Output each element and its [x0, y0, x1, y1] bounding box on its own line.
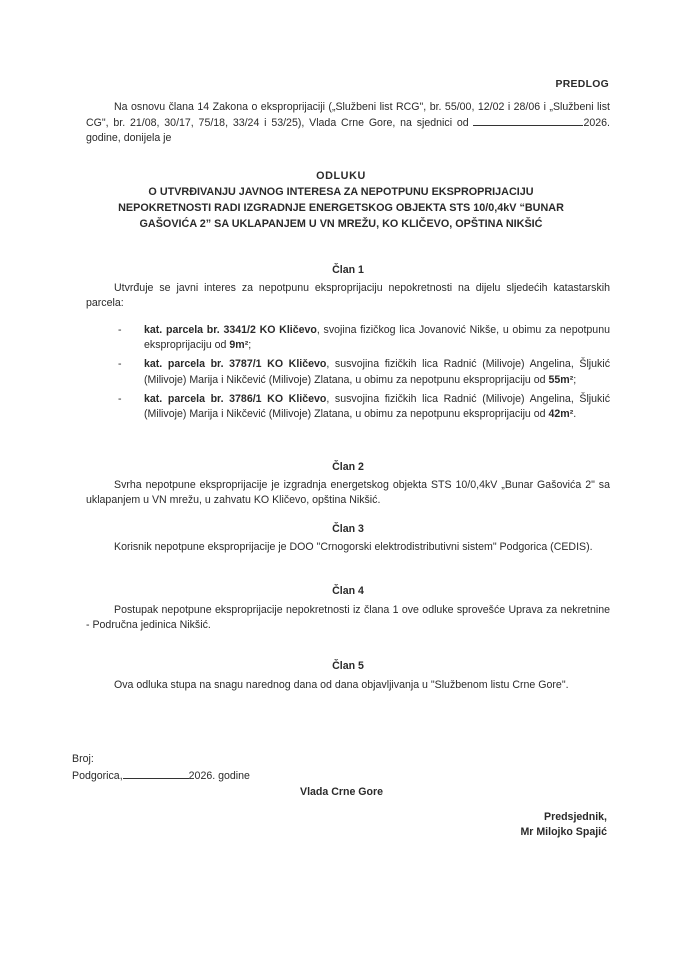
parcel-id: kat. parcela br. 3786/1 KO Kličevo: [144, 392, 327, 405]
parcel-area: 55m²: [548, 373, 574, 386]
parcel-desc: , susvojina fizičkih lica Radnić (Milivoje) Angelina, Šljukić (Milivoje) Marija i Nikčević (Milivoje) Zlatana, u obimu za nepotpunu eksproprijaciju od: [144, 392, 610, 421]
article-4-body: [86, 603, 610, 633]
president-title: Predsjednik,: [544, 811, 607, 823]
proposal-label: PREDLOG: [555, 79, 609, 90]
title-line-2: NEPOKRETNOSTI RADI IZGRADNJE ENERGETSKOG OBJEKTA STS 10/0,4kV “BUNAR: [118, 202, 564, 214]
broj-label: Broj:: [72, 753, 94, 765]
president-name: Mr Milojko Spajić: [520, 826, 607, 839]
article-5-text: Ova odluka stupa na snagu narednog dana od dana objavljivanja u "Službenom listu Crne Gore".: [114, 679, 569, 691]
preamble: [86, 100, 610, 147]
title-odluku: ODLUKU: [316, 170, 366, 182]
parcel-area: 9m²: [229, 339, 249, 352]
list-item: [118, 357, 610, 387]
date-blank: [473, 115, 583, 126]
article-1-heading: Član 1: [332, 264, 364, 276]
article-5-heading: Član 5: [332, 660, 364, 672]
place-label: Podgorica,: [72, 770, 123, 782]
place-date: [72, 768, 250, 784]
list-item: [118, 323, 610, 353]
list-dash: -: [118, 324, 122, 336]
parcel-end: ;: [248, 339, 252, 352]
parcel-desc: , svojina fizičkog lica Jovanović Nikše, u obimu za nepotpunu eksproprijaciju od: [144, 324, 610, 352]
parcel-area: 42m²: [548, 408, 574, 421]
parcel-id: kat. parcela br. 3787/1 KO Kličevo: [144, 358, 327, 371]
article-1-intro: [86, 281, 610, 311]
article-2-text: Svrha nepotpune eksproprijacije je izgradnja energetskog objekta STS 10/0,4kV „Bunar Gašovića 2" sa uklapanjem u VN mrežu, u zahvatu KO Kličevo, opština Nikšić.: [86, 479, 610, 507]
article-2-body: [86, 478, 610, 508]
article-3-heading: Član 3: [332, 523, 364, 535]
preamble-text: Na osnovu člana 14 Zakona o eksproprijaciji („Službeni list RCG", br. 55/00, 12/02 i 28/06 i „Službeni list CG", br. 21/08, 30/17, 75/18, 33/24 i 53/25), Vlada Crne Gore, na sjednici od: [86, 101, 610, 130]
parcel-id: kat. parcela br. 3341/2 KO Kličevo: [144, 324, 317, 336]
title-line-3: GAŠOVIĆA 2” SA UKLAPANJEM U VN MREŽU, KO KLIČEVO, OPŠTINA NIKŠIĆ: [139, 218, 543, 230]
reference-number: [72, 752, 94, 767]
date-blank-footer: [123, 768, 189, 779]
president-signature: [520, 810, 607, 840]
list-item: [118, 392, 610, 422]
article-4-text: Postupak nepotpune eksproprijacije nepokretnosti iz člana 1 ove odluke sprovešće Uprava za nekretnine - Područna jedinica Nikšić.: [86, 604, 610, 632]
list-dash: -: [118, 392, 122, 405]
parcel-end: .: [573, 408, 577, 421]
article-2-heading: Član 2: [332, 461, 364, 473]
list-dash: -: [118, 358, 122, 371]
government-name: Vlada Crne Gore: [300, 786, 384, 798]
date-year: 2026. godine: [188, 770, 250, 782]
decision-title: [96, 168, 586, 232]
article-5-body: [86, 678, 610, 693]
preamble-text-end: 2026. godine, donijela je: [86, 117, 610, 145]
article-3-body: [86, 540, 610, 555]
parcel-end: ;: [573, 373, 577, 386]
title-line-1: O UTVRĐIVANJU JAVNOG INTERESA ZA NEPOTPUNU EKSPROPRIJACIJU: [148, 186, 534, 198]
article-1-intro-text: Utvrđuje se javni interes za nepotpunu eksproprijaciju nepokretnosti na dijelu sljedećih katastarskih parcela:: [86, 282, 610, 310]
parcel-desc: , susvojina fizičkih lica Radnić (Milivoje) Angelina, Šljukić (Milivoje) Marija i Nikčević (Milivoje) Zlatana, u obimu za nepotpunu eksproprijaciju od: [144, 358, 610, 386]
article-3-text: Korisnik nepotpune eksproprijacije je DOO "Crnogorski elektrodistributivni sistem" Podgorica (CEDIS).: [114, 541, 593, 553]
parcel-list: [118, 323, 610, 426]
article-4-heading: Član 4: [332, 585, 364, 597]
